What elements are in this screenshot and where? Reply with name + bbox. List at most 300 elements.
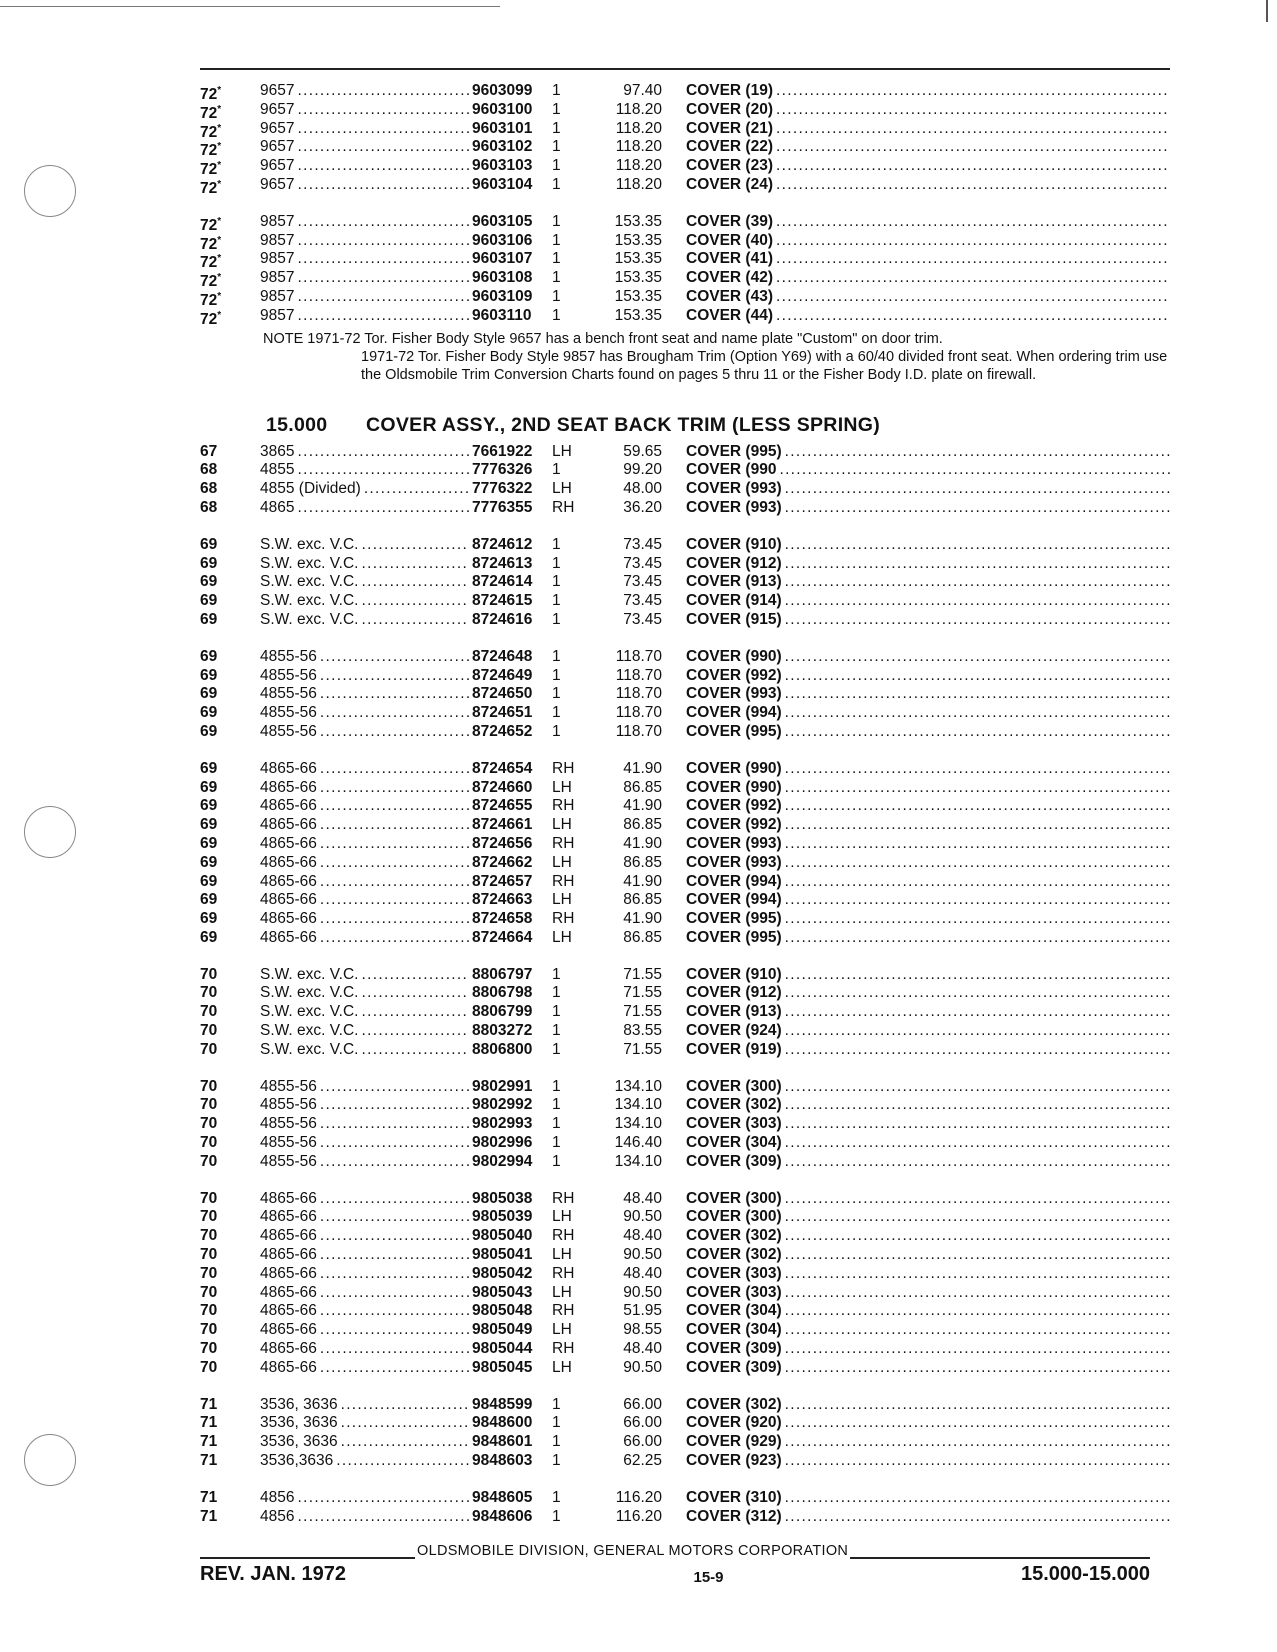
description: COVER (309) . . .: [686, 1340, 1170, 1359]
part-number: 9603107: [472, 250, 533, 268]
part-number: 9603101: [472, 119, 533, 137]
dot-leader: [362, 1041, 470, 1060]
price: 86.85: [623, 853, 662, 871]
body-style: 4865-66 . . .: [260, 1246, 472, 1265]
top-rule: [200, 68, 1170, 70]
price: 97.40: [623, 82, 662, 99]
section-heading: [266, 414, 1170, 437]
quantity: RH: [552, 872, 575, 890]
body-style: 4865-66 . . .: [260, 835, 472, 854]
part-number: 9805049: [472, 1321, 533, 1339]
quantity: 1: [552, 1433, 561, 1451]
parts-catalog-page: [200, 68, 1170, 1544]
part-number: 7661922: [472, 442, 533, 460]
part-number: 8724613: [472, 554, 533, 572]
quantity: 1: [552, 82, 561, 99]
part-number: 8724664: [472, 928, 533, 946]
dot-leader: [785, 1115, 1170, 1134]
table-row: [200, 555, 1170, 574]
model-year: 70: [200, 1340, 218, 1358]
part-number: 8806798: [472, 984, 533, 1002]
dot-leader: [776, 82, 1170, 101]
parts-group: [200, 536, 1170, 630]
body-style: 3536, 3636 . . .: [260, 1396, 472, 1415]
table-row: [200, 929, 1170, 948]
description: COVER (995) . . .: [686, 910, 1170, 929]
year-mark: *: [217, 178, 222, 190]
price: 71.55: [623, 984, 662, 1002]
description: COVER (910) . . .: [686, 536, 1170, 555]
dot-leader: [785, 555, 1170, 574]
parts-group: [200, 1489, 1170, 1527]
model-year: 70: [200, 1134, 218, 1152]
scan-corner-mark: [1266, 0, 1268, 22]
description: COVER (992) . . .: [686, 797, 1170, 816]
dot-leader: [320, 760, 469, 779]
price: 73.45: [623, 554, 662, 572]
dot-leader: [785, 929, 1170, 948]
price: 86.85: [623, 778, 662, 796]
body-style: 4865-66 . . .: [260, 1265, 472, 1284]
dot-leader: [785, 1096, 1170, 1115]
dot-leader: [776, 232, 1170, 251]
description: COVER (993) . . .: [686, 685, 1170, 704]
table-row: [200, 1115, 1170, 1134]
price: 36.20: [623, 498, 662, 516]
model-year: 72*: [200, 85, 222, 104]
quantity: RH: [552, 1264, 575, 1282]
description: COVER (304) . . .: [686, 1134, 1170, 1153]
dot-leader: [362, 555, 470, 574]
table-row: [200, 1489, 1170, 1508]
table-row: [200, 175, 1170, 198]
dot-leader: [362, 573, 470, 592]
quantity: LH: [552, 1283, 572, 1301]
part-number: 9603106: [472, 231, 533, 249]
binder-hole: [24, 1434, 76, 1486]
body-style: 4855-56 . . .: [260, 1115, 472, 1134]
quantity: 1: [552, 1096, 561, 1114]
table-row: [200, 611, 1170, 630]
quantity: 1: [552, 685, 561, 703]
body-style: 4865-66 . . .: [260, 1359, 472, 1378]
price: 48.40: [623, 1189, 662, 1207]
table-row: [200, 873, 1170, 892]
dot-leader: [785, 480, 1170, 499]
part-number: 9848600: [472, 1414, 533, 1432]
price: 59.65: [623, 442, 662, 460]
body-style: 4865-66 . . .: [260, 1208, 472, 1227]
price: 116.20: [615, 1488, 662, 1506]
part-number: 9802991: [472, 1077, 533, 1095]
quantity: LH: [552, 1246, 572, 1264]
price: 118.70: [615, 722, 662, 740]
description: COVER (20) . . .: [686, 101, 1170, 120]
description: COVER (919) . . .: [686, 1041, 1170, 1060]
year-mark: *: [217, 141, 222, 153]
dot-leader: [785, 685, 1170, 704]
table-row: [200, 1340, 1170, 1359]
body-style: 4865-66 . . .: [260, 1190, 472, 1209]
dot-leader: [785, 648, 1170, 667]
dot-leader: [776, 288, 1170, 307]
corporation-name: OLDSMOBILE DIVISION, GENERAL MOTORS CORPORATION: [417, 1543, 849, 1559]
dot-leader: [785, 1003, 1170, 1022]
dot-leader: [776, 176, 1170, 195]
description: COVER (912) . . .: [686, 555, 1170, 574]
part-number: 8806800: [472, 1040, 533, 1058]
body-style: 9857 . . .: [260, 250, 472, 269]
parts-group: [200, 966, 1170, 1060]
dot-leader: [785, 984, 1170, 1003]
dot-leader: [785, 723, 1170, 742]
model-year: 72*: [200, 290, 222, 310]
body-style: 3536, 3636 . . .: [260, 1414, 472, 1433]
model-year: 70: [200, 1302, 218, 1320]
model-year: 72*: [200, 215, 222, 234]
table-row: [200, 854, 1170, 873]
section-number: 15.000: [266, 413, 328, 436]
quantity: 1: [552, 1134, 561, 1152]
model-year: 69: [200, 872, 218, 890]
body-style: 4865-66 . . .: [260, 797, 472, 816]
description: COVER (304) . . .: [686, 1321, 1170, 1340]
part-number: 8724614: [472, 573, 533, 591]
description: COVER (302) . . .: [686, 1396, 1170, 1415]
body-style: 4855-56 . . .: [260, 648, 472, 667]
dot-leader: [785, 1208, 1170, 1227]
dot-leader: [785, 611, 1170, 630]
body-style: 4865-66 . . .: [260, 1227, 472, 1246]
price: 86.85: [623, 816, 662, 834]
price: 118.20: [615, 100, 662, 118]
part-number: 7776326: [472, 461, 533, 479]
part-number: 9802994: [472, 1152, 533, 1170]
table-row: [200, 966, 1170, 985]
quantity: LH: [552, 778, 572, 796]
model-year: 72*: [200, 103, 222, 122]
description: COVER (304) . . .: [686, 1302, 1170, 1321]
table-row: [200, 1208, 1170, 1227]
body-style: 9857 . . .: [260, 232, 472, 251]
table-row: [200, 573, 1170, 592]
part-number: 9805040: [472, 1227, 533, 1245]
description: COVER (309) . . .: [686, 1359, 1170, 1378]
price: 90.50: [623, 1208, 662, 1226]
table-row: [200, 797, 1170, 816]
parts-group: [200, 648, 1170, 742]
description: COVER (21) . . .: [686, 120, 1170, 139]
dot-leader: [320, 1153, 469, 1172]
table-row: [200, 536, 1170, 555]
price: 146.40: [614, 1134, 662, 1152]
dot-leader: [297, 1508, 469, 1527]
year-mark: *: [217, 272, 222, 284]
part-number: 8806797: [472, 965, 533, 983]
model-year: 72*: [200, 272, 222, 291]
model-year: 70: [200, 1115, 218, 1133]
quantity: 1: [552, 1488, 561, 1506]
quantity: 1: [552, 1395, 561, 1413]
dot-leader: [776, 138, 1170, 157]
dot-leader: [785, 873, 1170, 892]
table-row: [200, 1246, 1170, 1265]
part-number: 9805039: [472, 1208, 533, 1226]
body-style: 3536, 3636 . . .: [260, 1433, 472, 1452]
description: COVER (995) . . .: [686, 443, 1170, 462]
table-row: [200, 1003, 1170, 1022]
quantity: 1: [552, 119, 561, 137]
description: COVER (39) . . .: [686, 213, 1170, 232]
year-mark: *: [217, 85, 222, 96]
dot-leader: [297, 269, 469, 288]
model-year: 71: [200, 1395, 218, 1413]
dot-leader: [785, 592, 1170, 611]
price: 116.20: [615, 1507, 662, 1525]
note-body: 1971-72 Tor. Fisher Body Style 9857 has Brougham Trim (Option Y69) with a 60/40 divided front seat. When ordering trim use the Oldsmobile Trim Conversion Charts found on pages 5 thru 11 or the Fisher Body I.D. plate on firewall.: [361, 348, 1168, 383]
model-year: 69: [200, 722, 218, 740]
part-number: 9603110: [472, 306, 532, 324]
model-year: 70: [200, 1040, 218, 1058]
dot-leader: [785, 1508, 1170, 1527]
model-year: 69: [200, 778, 218, 796]
model-year: 70: [200, 1077, 218, 1095]
model-year: 70: [200, 1246, 218, 1264]
quantity: 1: [552, 1507, 561, 1525]
dot-leader: [320, 648, 469, 667]
description: COVER (44) . . .: [686, 307, 1170, 326]
quantity: LH: [552, 816, 572, 834]
body-style: 4865-66 . . .: [260, 816, 472, 835]
description: COVER (923) . . .: [686, 1452, 1170, 1471]
price: 48.40: [623, 1227, 662, 1245]
dot-leader: [785, 1284, 1170, 1303]
part-number: 9802996: [472, 1134, 533, 1152]
price: 90.50: [623, 1283, 662, 1301]
dot-leader: [785, 1227, 1170, 1246]
description: COVER (993) . . .: [686, 499, 1170, 518]
part-number: 9603105: [472, 212, 533, 230]
description: COVER (994) . . .: [686, 873, 1170, 892]
model-year: 69: [200, 834, 218, 852]
table-row: [200, 760, 1170, 779]
dot-leader: [320, 891, 469, 910]
body-style: 4865-66 . . .: [260, 929, 472, 948]
part-number: 9603104: [472, 175, 533, 193]
description: COVER (41) . . .: [686, 250, 1170, 269]
body-style: 4855 (Divided) . . .: [260, 480, 472, 499]
price: 118.20: [615, 157, 662, 175]
parts-group: [200, 443, 1170, 518]
description: COVER (23) . . .: [686, 157, 1170, 176]
body-style: 4865-66 . . .: [260, 873, 472, 892]
part-number: 8803272: [472, 1022, 533, 1040]
description: COVER (914) . . .: [686, 592, 1170, 611]
body-style: 4855-56 . . .: [260, 1134, 472, 1153]
table-row: [200, 779, 1170, 798]
dot-leader: [297, 1489, 469, 1508]
price: 134.10: [614, 1077, 662, 1095]
body-style: S.W. exc. V.C. . . .: [260, 611, 472, 630]
part-number: 9848601: [472, 1433, 533, 1451]
model-year: 69: [200, 685, 218, 703]
description: COVER (990) . . .: [686, 648, 1170, 667]
part-number: 8724615: [472, 592, 533, 610]
quantity: RH: [552, 834, 575, 852]
model-year: 69: [200, 928, 218, 946]
quantity: LH: [552, 1208, 572, 1226]
price: 73.45: [623, 610, 662, 628]
table-row: [200, 648, 1170, 667]
quantity: RH: [552, 910, 575, 928]
quantity: 1: [552, 984, 561, 1002]
dot-leader: [776, 157, 1170, 176]
description: COVER (42) . . .: [686, 269, 1170, 288]
table-row: [200, 101, 1170, 120]
dot-leader: [320, 873, 469, 892]
price: 90.50: [623, 1358, 662, 1376]
dot-leader: [785, 704, 1170, 723]
quantity: 1: [552, 1022, 561, 1040]
description: COVER (994) . . .: [686, 704, 1170, 723]
part-number: 9603100: [472, 100, 533, 118]
dot-leader: [320, 1208, 469, 1227]
dot-leader: [785, 966, 1170, 985]
year-mark: *: [217, 309, 222, 321]
dot-leader: [779, 461, 1170, 480]
body-style: 3536,3636 . . .: [260, 1452, 472, 1471]
model-year: 70: [200, 1003, 218, 1021]
price: 66.00: [623, 1414, 662, 1432]
part-number: 8724663: [472, 891, 533, 909]
dot-leader: [362, 1003, 470, 1022]
quantity: 1: [552, 287, 561, 305]
dot-leader: [776, 307, 1170, 326]
body-style: S.W. exc. V.C. . . .: [260, 592, 472, 611]
quantity: 1: [552, 554, 561, 572]
body-style: 4855 . . .: [260, 461, 472, 480]
part-number: 9848606: [472, 1507, 533, 1525]
parts-group: [200, 213, 1170, 326]
price: 153.35: [614, 287, 662, 305]
quantity: 1: [552, 269, 561, 287]
description: COVER (913) . . .: [686, 573, 1170, 592]
part-number: 8724655: [472, 797, 533, 815]
dot-leader: [297, 461, 469, 480]
section-title: COVER ASSY., 2ND SEAT BACK TRIM (LESS SPRING): [366, 413, 881, 436]
page-number: 15-9: [693, 1569, 724, 1586]
price: 153.35: [614, 212, 662, 230]
quantity: 1: [552, 592, 561, 610]
body-style: 9857 . . .: [260, 307, 472, 326]
dot-leader: [785, 779, 1170, 798]
description: COVER (309) . . .: [686, 1153, 1170, 1172]
part-number: 8724649: [472, 666, 533, 684]
body-style: S.W. exc. V.C. . . .: [260, 1022, 472, 1041]
price: 66.00: [623, 1433, 662, 1451]
body-style: S.W. exc. V.C. . . .: [260, 573, 472, 592]
description: COVER (994) . . .: [686, 891, 1170, 910]
body-style: 9857 . . .: [260, 288, 472, 307]
year-mark: *: [217, 253, 222, 265]
description: COVER (995) . . .: [686, 929, 1170, 948]
description: COVER (312) . . .: [686, 1508, 1170, 1527]
body-style: 4856 . . .: [260, 1489, 472, 1508]
body-style: 9657 . . .: [260, 101, 472, 120]
quantity: 1: [552, 1077, 561, 1095]
description: COVER (924) . . .: [686, 1022, 1170, 1041]
price: 134.10: [614, 1115, 662, 1133]
description: COVER (990 . . .: [686, 461, 1170, 480]
price: 118.20: [615, 175, 662, 193]
quantity: 1: [552, 1152, 561, 1170]
table-row: [200, 232, 1170, 251]
price: 73.45: [623, 535, 662, 553]
price: 71.55: [623, 1003, 662, 1021]
dot-leader: [320, 1246, 469, 1265]
quantity: 1: [552, 666, 561, 684]
dot-leader: [297, 232, 469, 251]
quantity: 1: [552, 573, 561, 591]
quantity: LH: [552, 928, 572, 946]
part-number: 8724656: [472, 834, 533, 852]
table-row: [200, 120, 1170, 139]
note-first-line: NOTE 1971-72 Tor. Fisher Body Style 9657 has a bench front seat and name plate "Custom" on door trim.: [263, 330, 943, 347]
model-year: 70: [200, 984, 218, 1002]
description: COVER (302) . . .: [686, 1096, 1170, 1115]
body-style: 9657 . . .: [260, 82, 472, 101]
quantity: LH: [552, 891, 572, 909]
year-mark: *: [217, 122, 222, 134]
model-year: 71: [200, 1507, 218, 1525]
dot-leader: [362, 1022, 470, 1041]
dot-leader: [320, 704, 469, 723]
dot-leader: [785, 797, 1170, 816]
dot-leader: [776, 269, 1170, 288]
trim-note: [263, 330, 1170, 384]
table-row: [200, 1227, 1170, 1246]
body-style: 3865 . . .: [260, 443, 472, 462]
description: COVER (303) . . .: [686, 1115, 1170, 1134]
part-number: 8724661: [472, 816, 533, 834]
table-row: [200, 1321, 1170, 1340]
dot-leader: [297, 213, 469, 232]
price: 134.10: [614, 1096, 662, 1114]
dot-leader: [785, 1078, 1170, 1097]
price: 83.55: [623, 1022, 662, 1040]
dot-leader: [320, 1302, 469, 1321]
description: COVER (915) . . .: [686, 611, 1170, 630]
body-style: S.W. exc. V.C. . . .: [260, 966, 472, 985]
body-style: 4865-66 . . .: [260, 779, 472, 798]
dot-leader: [297, 157, 469, 176]
corporation-line: [200, 1543, 1150, 1559]
dot-leader: [341, 1396, 469, 1415]
table-row: [200, 1302, 1170, 1321]
table-row: [200, 1508, 1170, 1527]
body-style: S.W. exc. V.C. . . .: [260, 555, 472, 574]
model-year: 69: [200, 666, 218, 684]
price: 118.70: [615, 647, 662, 665]
body-style: 4865-66 . . .: [260, 854, 472, 873]
table-row: [200, 1096, 1170, 1115]
model-year: 69: [200, 797, 218, 815]
table-row: [200, 138, 1170, 160]
dot-leader: [320, 685, 469, 704]
dot-leader: [785, 667, 1170, 686]
price: 153.35: [614, 269, 662, 287]
part-number: 8724658: [472, 910, 533, 928]
